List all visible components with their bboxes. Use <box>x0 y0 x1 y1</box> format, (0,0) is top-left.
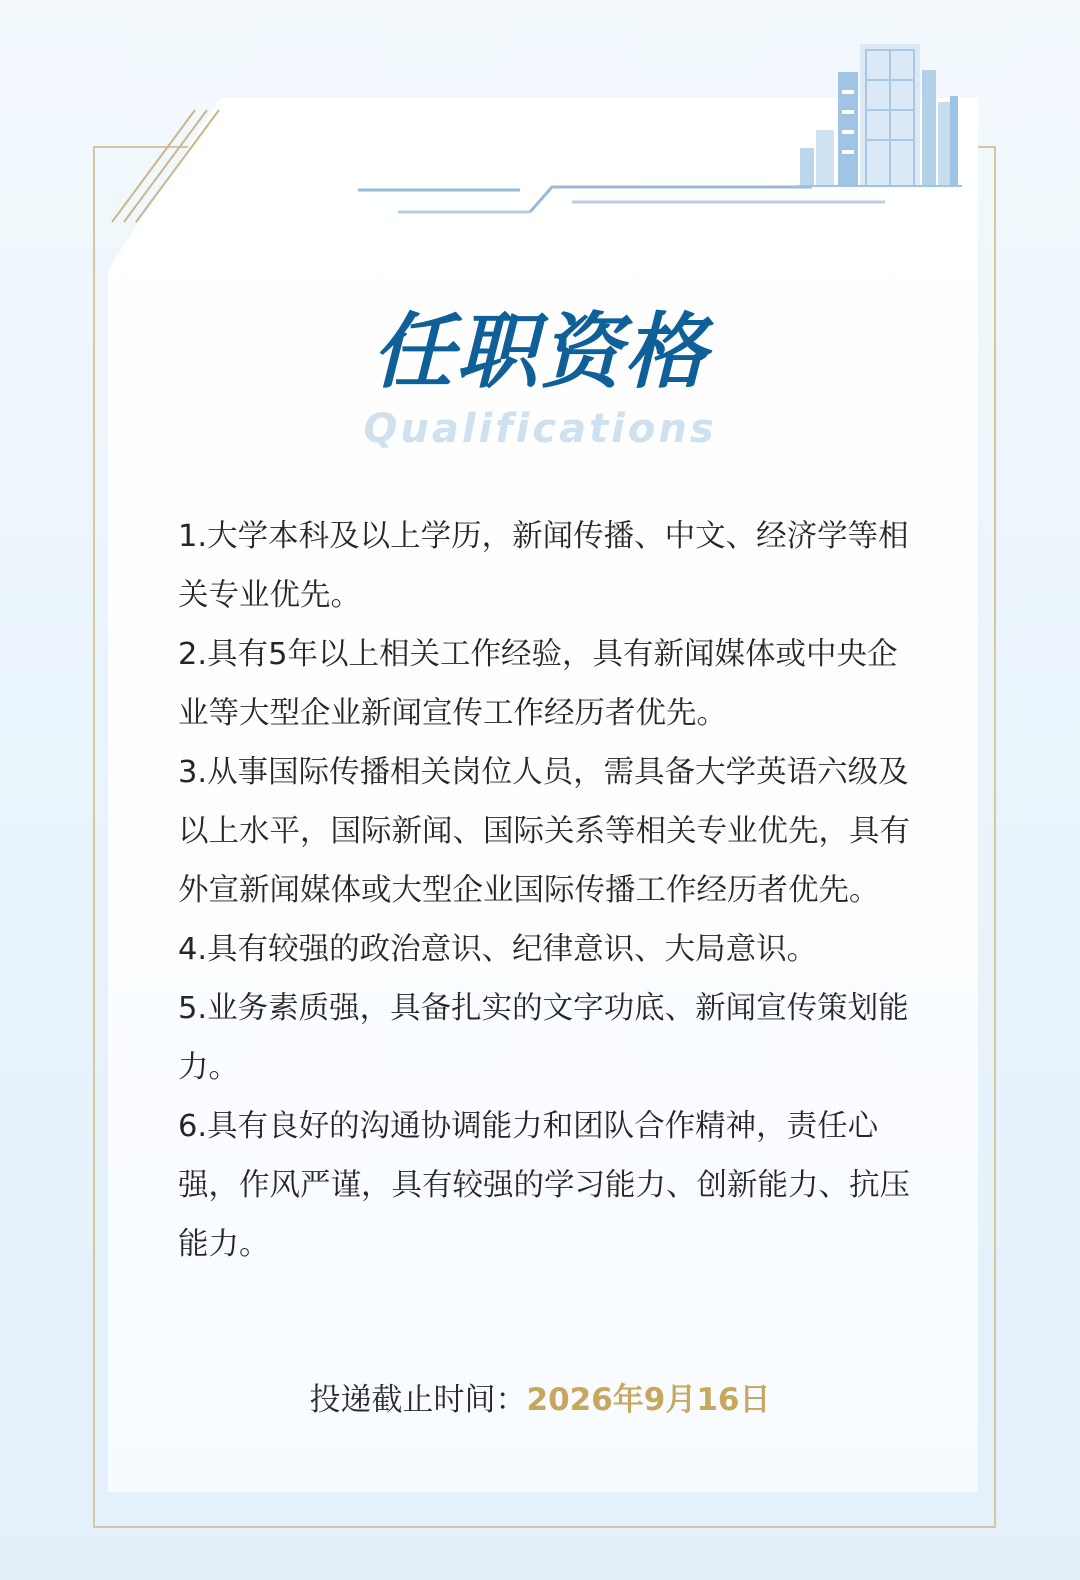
page-title: 任职资格 <box>372 305 708 400</box>
list-item: 2.具有5年以上相关工作经验，具有新闻媒体或中央企业等大型企业新闻宣传工作经历者优先。 <box>178 637 898 731</box>
list-item: 5.业务素质强，具备扎实的文字功底、新闻宣传策划能力。 <box>178 991 909 1085</box>
list-item: 1.大学本科及以上学历，新闻传播、中文、经济学等相关专业优先。 <box>178 519 909 613</box>
page-subtitle: Qualifications <box>363 406 717 452</box>
qualifications-list <box>178 507 923 1274</box>
deadline-line <box>0 1375 1080 1425</box>
tech-lines-decoration <box>358 187 885 212</box>
list-item: 6.具有良好的沟通协调能力和团队合作精神，责任心强，作风严谨，具有较强的学习能力、创新能力、抗压能力。 <box>178 1109 910 1262</box>
diagonal-stripes-icon <box>112 110 219 222</box>
deadline-label: 投递截止时间： <box>309 1382 527 1418</box>
list-item: 4.具有较强的政治意识、纪律意识、大局意识。 <box>178 932 818 967</box>
city-skyline-icon <box>796 44 962 186</box>
list-item: 3.从事国际传播相关岗位人员，需具备大学英语六级及以上水平，国际新闻、国际关系等相关专业优先，具有外宣新闻媒体或大型企业国际传播工作经历者优先。 <box>178 755 910 908</box>
deadline-date: 2026年9月16日 <box>526 1382 771 1418</box>
